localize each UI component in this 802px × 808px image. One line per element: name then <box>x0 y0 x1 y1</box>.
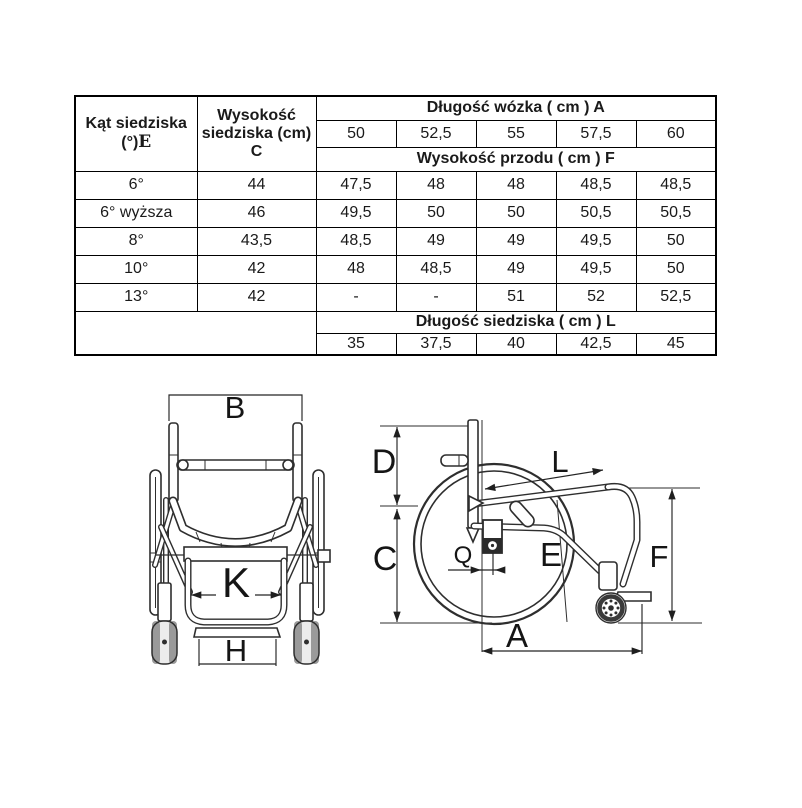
dim-label-c: C <box>372 540 398 578</box>
value-cell: 47,5 <box>316 171 396 199</box>
seat-length-value: 42,5 <box>556 333 636 355</box>
value-cell: 49,5 <box>556 227 636 255</box>
seat-height-cell: 44 <box>197 171 316 199</box>
caster-fork <box>599 562 617 590</box>
value-cell: 48,5 <box>316 227 396 255</box>
empty-cell <box>75 311 316 355</box>
table-row <box>75 227 716 255</box>
value-cell: 50,5 <box>636 199 716 227</box>
chair-length-value: 55 <box>476 120 556 147</box>
dim-label-f: F <box>649 539 669 574</box>
dim-label-q: Q <box>453 542 473 569</box>
dim-label-h: H <box>224 633 248 668</box>
value-cell: 52 <box>556 283 636 311</box>
value-cell: 52,5 <box>636 283 716 311</box>
dim-e <box>540 536 562 573</box>
value-cell: 48,5 <box>396 255 476 283</box>
dim-b <box>169 390 302 425</box>
dim-h <box>199 633 276 668</box>
seat-height-cell: 42 <box>197 255 316 283</box>
header-seat-angle <box>75 96 197 171</box>
dim-f <box>650 489 672 621</box>
brake-handle <box>441 455 468 466</box>
table-row <box>75 255 716 283</box>
table-row <box>75 171 716 199</box>
seat-length-value: 45 <box>636 333 716 355</box>
seat-angle-title: Kąt siedziska <box>85 115 187 133</box>
front-view-drawing <box>128 385 343 675</box>
dim-label-d: D <box>371 443 397 481</box>
chair-length-value: 57,5 <box>556 120 636 147</box>
backrest-post-left <box>169 423 178 502</box>
backrest-post-right <box>293 423 302 502</box>
front-frame-side <box>599 486 651 601</box>
header-front-height: Wysokość przodu ( cm ) F <box>316 147 716 171</box>
dim-label-b: B <box>224 390 246 425</box>
value-cell: 49,5 <box>556 255 636 283</box>
value-cell: 48,5 <box>636 171 716 199</box>
seat-length-value: 37,5 <box>396 333 476 355</box>
value-cell: 50 <box>396 199 476 227</box>
angle-cell: 10° <box>75 255 197 283</box>
axle-knob <box>318 550 330 562</box>
table-row <box>75 199 716 227</box>
value-cell: - <box>316 283 396 311</box>
dim-label-k: K <box>221 559 251 606</box>
value-cell: 48,5 <box>556 171 636 199</box>
dim-d <box>372 427 397 505</box>
value-cell: 49,5 <box>316 199 396 227</box>
dim-label-a: A <box>505 617 529 654</box>
angle-cell: 6° <box>75 171 197 199</box>
chair-length-value: 60 <box>636 120 716 147</box>
seat-height-cell: 46 <box>197 199 316 227</box>
dimension-table <box>74 95 717 356</box>
dim-c <box>373 509 398 622</box>
chair-length-value: 50 <box>316 120 396 147</box>
seat-angle-letter: E <box>138 132 152 153</box>
value-cell: 49 <box>476 227 556 255</box>
caster-side-view <box>596 593 626 623</box>
angle-cell: 8° <box>75 227 197 255</box>
side-view-drawing <box>370 400 710 680</box>
axle-assembly <box>483 520 502 575</box>
angle-cell: 6° wyższa <box>75 199 197 227</box>
dim-label-e: E <box>539 536 563 573</box>
dim-label-l: L <box>551 444 569 479</box>
seat-angle-unit: (°) <box>121 134 139 152</box>
value-cell: 50 <box>636 255 716 283</box>
header-seat-length: Długość siedziska ( cm ) L <box>316 311 716 333</box>
seat-height-cell: 43,5 <box>197 227 316 255</box>
header-chair-length: Długość wózka ( cm ) A <box>316 96 716 120</box>
value-cell: 51 <box>476 283 556 311</box>
seat-height-cell: 42 <box>197 283 316 311</box>
crossbar <box>177 460 294 470</box>
value-cell: 49 <box>396 227 476 255</box>
dim-k <box>191 559 281 606</box>
seat-length-value: 35 <box>316 333 396 355</box>
value-cell: 48 <box>396 171 476 199</box>
seat-length-value: 40 <box>476 333 556 355</box>
value-cell: 49 <box>476 255 556 283</box>
chair-length-value: 52,5 <box>396 120 476 147</box>
angle-cell: 13° <box>75 283 197 311</box>
table-row <box>75 283 716 311</box>
value-cell: 50 <box>476 199 556 227</box>
value-cell: 50,5 <box>556 199 636 227</box>
value-cell: 48 <box>316 255 396 283</box>
value-cell: - <box>396 283 476 311</box>
header-seat-height: Wysokość siedziska (cm) C <box>197 96 316 171</box>
value-cell: 48 <box>476 171 556 199</box>
value-cell: 50 <box>636 227 716 255</box>
